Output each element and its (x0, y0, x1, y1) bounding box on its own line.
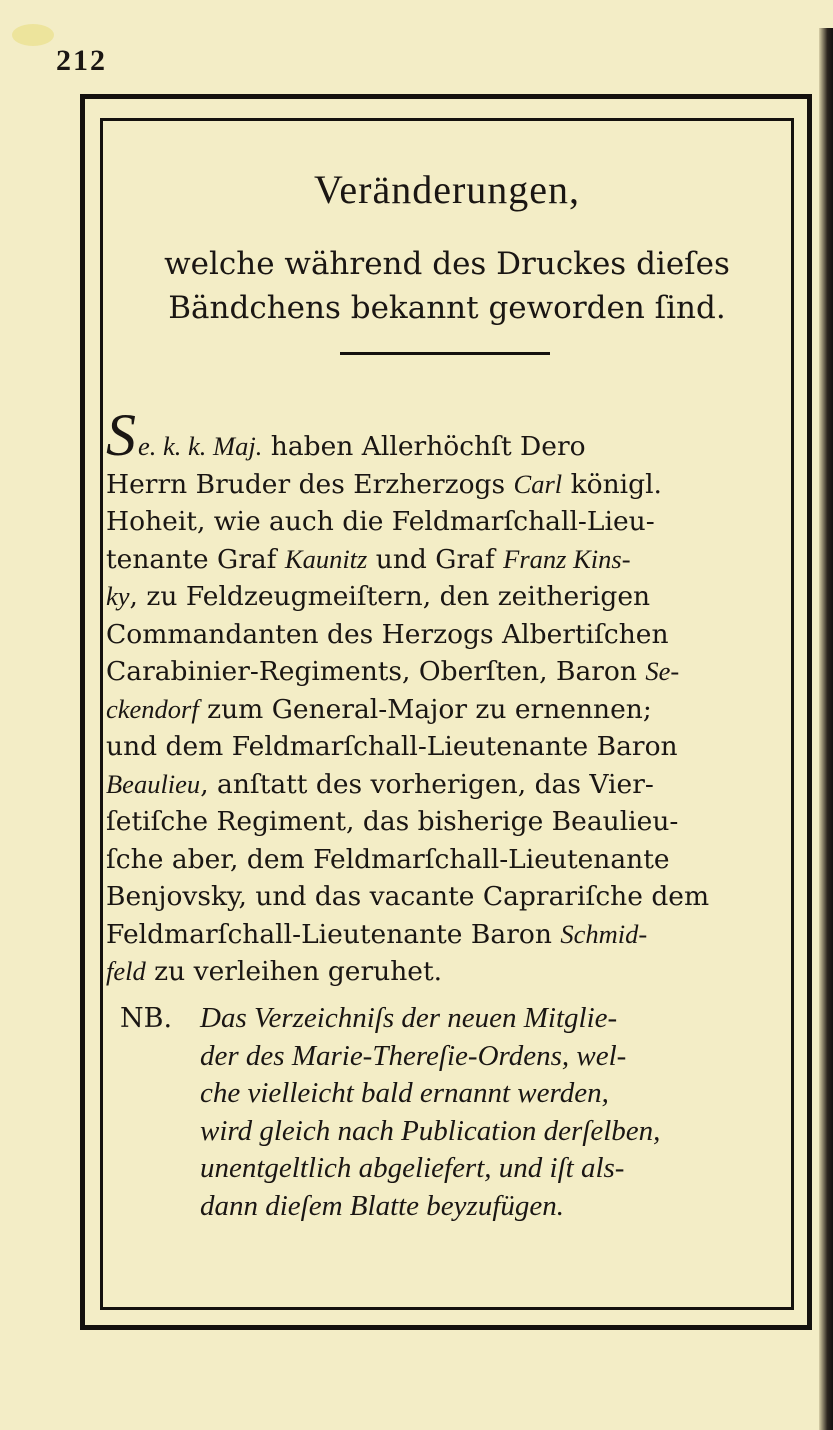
nb-line: wird gleich nach Publication derſelben, (200, 1114, 661, 1147)
text-run: Commandanten des Herzogs Albertiſchen (106, 618, 669, 650)
text-run: tenante Graf (106, 543, 285, 575)
text-run: zum General-Major zu ernennen; (198, 693, 652, 725)
text-run: und dem Feldmarſchall-Lieutenante Baron (106, 731, 678, 762)
italic-name: Schmid- (560, 918, 648, 949)
paragraph-line (106, 728, 792, 766)
page-number: 212 (56, 44, 107, 77)
paragraph-line (106, 541, 792, 579)
nb-line: dann dieſem Blatte beyzufügen. (200, 1189, 565, 1222)
divider-rule (340, 352, 550, 355)
nb-line: der des Marie-Thereſie-Ordens, wel- (200, 1039, 627, 1072)
nb-text (200, 1000, 792, 1225)
italic-name: e. k. k. Maj. (138, 431, 263, 461)
text-run: königl. (562, 468, 662, 500)
paragraph-line (106, 402, 792, 468)
paragraph-line (106, 691, 792, 729)
text-run: Benjovsky, und das vacante Caprariſche dem (106, 881, 710, 912)
paragraph-line (106, 841, 792, 879)
subtitle-line-1: welche während des Druckes dieſes (164, 246, 730, 282)
text-run: ſetiſche Regiment, das bisherige Beaulieu- (106, 806, 679, 837)
paragraph-line (106, 953, 792, 991)
italic-name: Kaunitz (284, 543, 368, 574)
nb-line: unentgeltlich abgeliefert, und iſt als- (200, 1152, 625, 1184)
nb-line: Das Verzeichniſs der neuen Mitglie- (200, 1002, 618, 1034)
italic-name: Franz Kins- (503, 543, 631, 574)
paragraph-line (106, 466, 792, 504)
text-run: Feldmarſchall-Lieutenante Baron (106, 918, 561, 950)
italic-name: Se- (645, 656, 680, 686)
text-run: haben Allerhöchſt Dero (262, 431, 586, 462)
italic-name: ckendorf (106, 693, 199, 724)
text-run: Carabinier-Regiments, Oberſten, Baron (106, 656, 646, 687)
subtitle-line-2: Bändchens bekannt geworden ſind. (168, 290, 726, 326)
italic-name: Carl (513, 468, 563, 499)
paper-stain (12, 24, 54, 46)
italic-name: ky (106, 581, 130, 611)
text-run: Herrn Bruder des Erzherzogs (106, 468, 514, 500)
paragraph-line (106, 916, 792, 954)
paragraph-line (106, 616, 792, 654)
paragraph-line (106, 766, 792, 804)
text-run: , zu Feldzeugmeiſtern, den zeitherigen (129, 581, 651, 612)
page-subtitle (100, 242, 794, 330)
initial-letter: S (106, 402, 136, 468)
text-run: und Graf (367, 543, 504, 575)
paragraph-line (106, 878, 792, 916)
text-run: zu verleihen geruhet. (145, 956, 443, 987)
paragraph-line (106, 578, 792, 616)
nb-line: che vielleicht bald ernannt werden, (200, 1077, 609, 1109)
page-edge (819, 28, 833, 1430)
paragraph-line (106, 803, 792, 841)
announcement-paragraph (106, 402, 792, 991)
text-run: , anſtatt des vorherigen, das Vier- (200, 768, 654, 800)
italic-name: feld (106, 956, 146, 986)
nb-label: NB. (120, 1003, 173, 1034)
paragraph-line (106, 503, 792, 541)
italic-name: Beaulieu (106, 768, 201, 799)
paragraph-line (106, 653, 792, 691)
text-run: ſche aber, dem Feldmarſchall-Lieutenante (106, 843, 670, 875)
page-title: Veränderungen, (313, 167, 581, 212)
text-run: Hoheit, wie auch die Feldmarſchall-Lieu- (106, 506, 655, 537)
